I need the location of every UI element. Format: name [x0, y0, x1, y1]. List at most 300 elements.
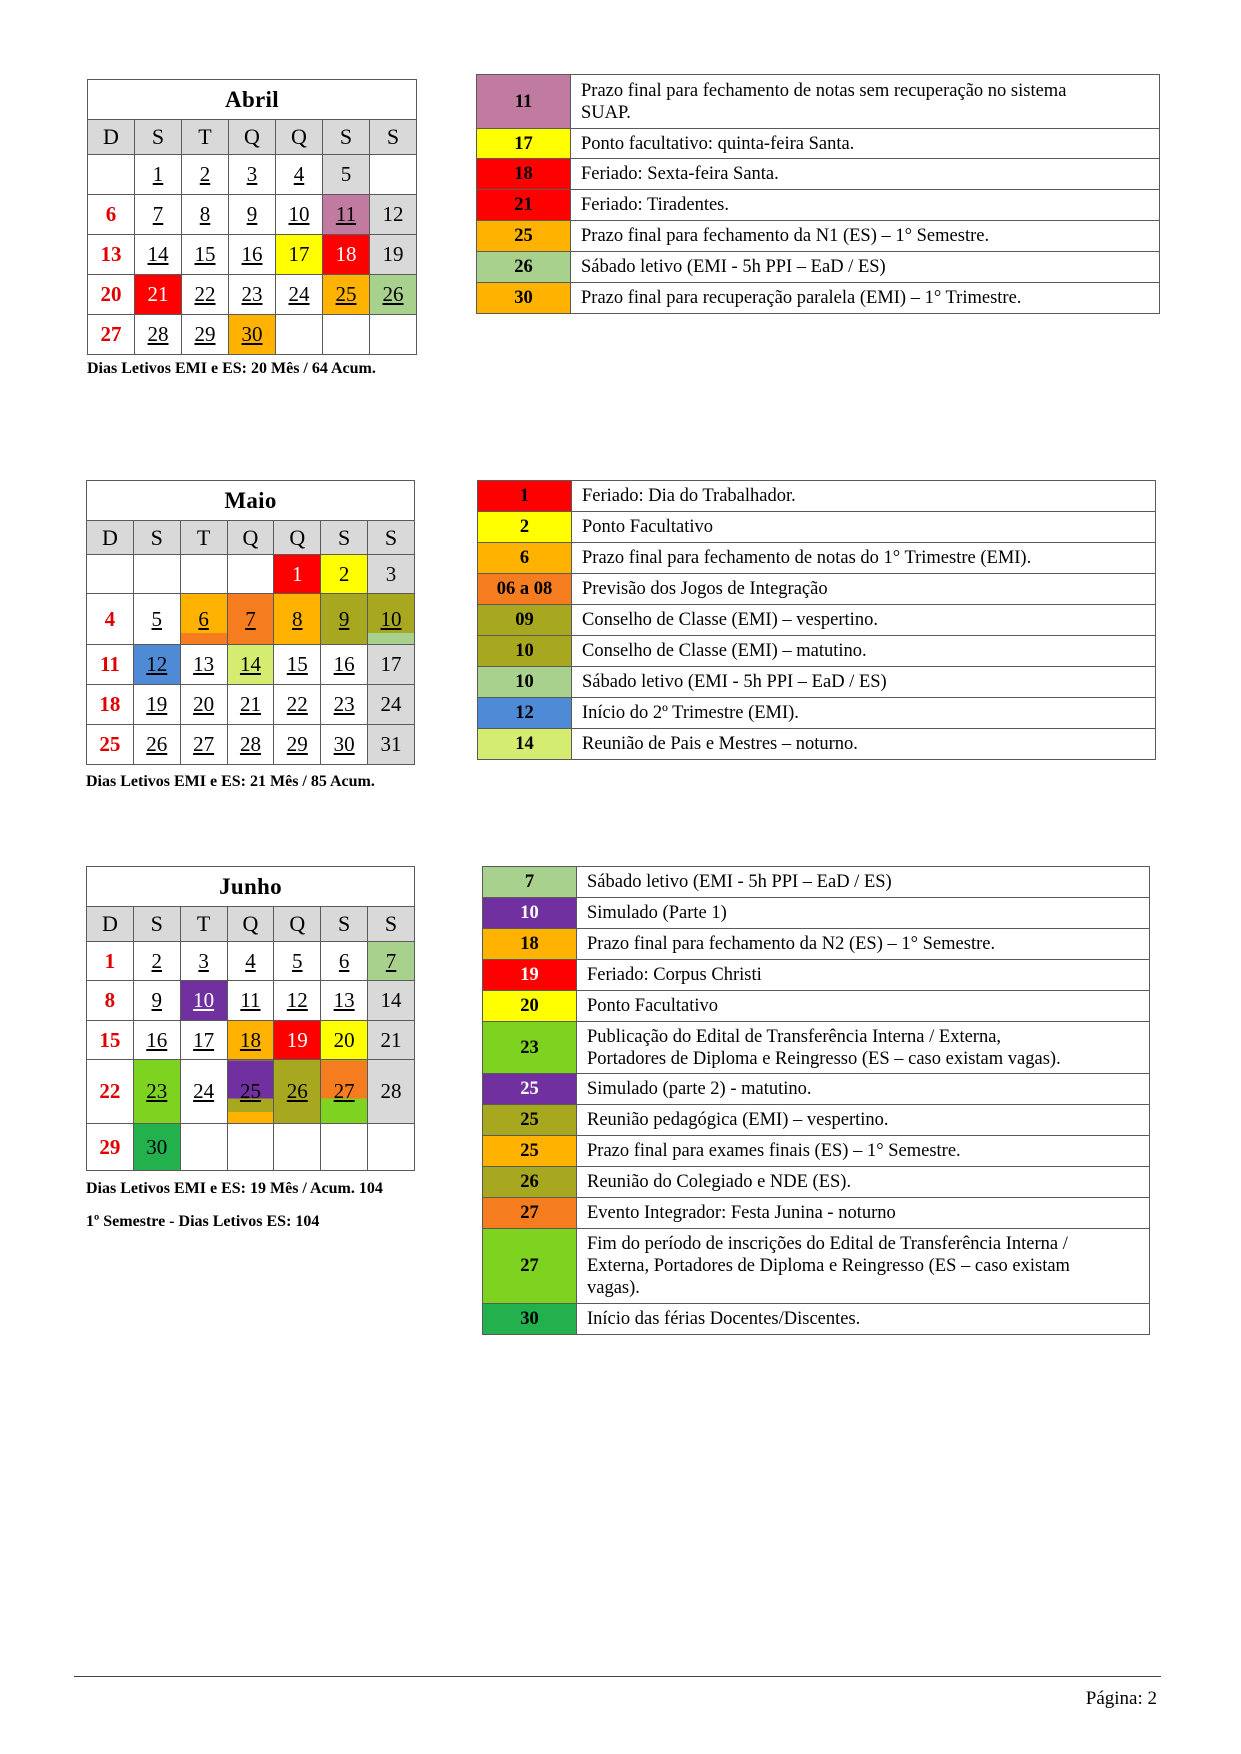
legend-row [483, 1304, 1150, 1335]
legend-row [483, 960, 1150, 991]
week-row [87, 1124, 415, 1171]
day-number: 28 [239, 732, 261, 756]
day-cell [368, 725, 415, 765]
legend-text-line: Início das férias Docentes/Discentes. [587, 1309, 861, 1329]
legend-description [571, 283, 1160, 314]
day-number: 5 [151, 606, 163, 631]
day-cell [180, 594, 227, 645]
legend-date: 09 [478, 605, 572, 636]
day-cell [133, 685, 180, 725]
legend-row [477, 129, 1160, 159]
legend-date: 14 [478, 729, 572, 760]
legend-text-line: Simulado (Parte 1) [587, 903, 727, 923]
legend-description [572, 512, 1156, 543]
day-number: 26 [286, 1079, 308, 1103]
day-cell [87, 1060, 134, 1124]
legend-description [571, 221, 1160, 252]
legend-date: 6 [478, 543, 572, 574]
legend-row [478, 667, 1156, 698]
legend-date: 17 [477, 129, 571, 159]
day-number: 23 [333, 692, 355, 716]
day-number: 18 [99, 692, 121, 716]
day-number: 22 [99, 1079, 121, 1103]
weekday-header-row [87, 907, 415, 942]
legend-description [577, 1229, 1150, 1304]
calendar-title-row [88, 80, 417, 120]
legend-text-line: Ponto facultativo: quinta-feira Santa. [581, 133, 855, 154]
day-cell [323, 275, 370, 315]
legend-description [572, 698, 1156, 729]
legend-text-line: Prazo final para fechamento de notas sem recuperação no sistema [581, 80, 1067, 101]
legend-row [483, 1136, 1150, 1167]
legend-text-line: Prazo final para recuperação paralela (EMI) – 1° Trimestre. [581, 288, 1022, 308]
day-cell [135, 155, 182, 195]
legend-abril [476, 74, 1160, 314]
day-cell [87, 725, 134, 765]
month-note: Dias Letivos EMI e ES: 21 Mês / 85 Acum. [86, 773, 375, 790]
weekday-label: S [368, 521, 415, 555]
day-number: 14 [239, 652, 261, 676]
day-number: 22 [286, 692, 308, 716]
event-strip [228, 1112, 274, 1123]
legend-description [571, 252, 1160, 283]
day-number: 2 [338, 561, 350, 586]
day-number: 19 [382, 242, 404, 266]
page-number: Página: 2 [1085, 1688, 1157, 1709]
day-number: 23 [146, 1079, 168, 1103]
calendar-title-row [87, 867, 415, 907]
legend-date: 25 [477, 221, 571, 252]
day-cell [323, 315, 370, 355]
week-row [87, 1060, 415, 1124]
legend-row [477, 221, 1160, 252]
day-cell [227, 645, 274, 685]
day-number: 21 [380, 1027, 402, 1052]
day-number: 26 [382, 282, 404, 306]
day-cell [276, 155, 323, 195]
day-cell [227, 1124, 274, 1171]
weekday-label: D [88, 120, 135, 155]
day-number: 4 [104, 606, 116, 631]
day-number: 17 [193, 1027, 215, 1052]
legend-text-line: Sábado letivo (EMI - 5h PPI – EaD / ES) [581, 257, 886, 277]
day-cell [182, 155, 229, 195]
day-number: 8 [199, 202, 211, 226]
legend-description [577, 960, 1150, 991]
day-number: 27 [100, 322, 122, 346]
day-number: 1 [152, 162, 164, 186]
week-row [87, 645, 415, 685]
day-number: 17 [380, 652, 402, 676]
day-number: 1 [104, 948, 116, 973]
day-number: 15 [99, 1027, 121, 1052]
weekday-header-row [88, 120, 417, 155]
day-cell [88, 275, 135, 315]
legend-date: 25 [483, 1074, 577, 1105]
weekday-label: S [321, 907, 368, 942]
day-cell [368, 1060, 415, 1124]
legend-row [483, 898, 1150, 929]
legend-text-line: vagas). [587, 1278, 640, 1298]
legend-row [478, 698, 1156, 729]
day-cell [227, 555, 274, 594]
day-number: 25 [239, 1079, 261, 1103]
legend-description [572, 667, 1156, 698]
day-cell [321, 942, 368, 981]
day-cell [274, 555, 321, 594]
legend-text-line: Portadores de Diploma e Reingresso (ES – caso existam vagas). [587, 1048, 1061, 1069]
legend-date: 25 [483, 1136, 577, 1167]
day-number: 6 [198, 606, 209, 631]
weekday-label: Q [274, 521, 321, 555]
day-number: 19 [286, 1027, 308, 1052]
legend-description [572, 729, 1156, 760]
day-cell [274, 594, 321, 645]
day-cell [135, 195, 182, 235]
legend-text-line: Ponto Facultativo [582, 517, 714, 537]
legend-row [478, 481, 1156, 512]
day-number: 29 [286, 732, 308, 756]
legend-description [572, 574, 1156, 605]
month-note: Dias Letivos EMI e ES: 20 Mês / 64 Acum. [87, 360, 376, 377]
day-number: 28 [380, 1079, 402, 1103]
legend-text-line: Prazo final para fechamento da N1 (ES) – 1° Semestre. [581, 226, 990, 246]
day-number: 27 [193, 732, 215, 756]
weekday-label: Q [274, 907, 321, 942]
day-number: 13 [100, 242, 122, 266]
legend-text-line: Feriado: Corpus Christi [587, 965, 762, 985]
legend-row [478, 512, 1156, 543]
legend-date: 7 [483, 867, 577, 898]
day-cell [180, 1060, 227, 1124]
day-cell [133, 645, 180, 685]
legend-row [478, 605, 1156, 636]
day-cell [276, 235, 323, 275]
day-number: 11 [240, 988, 261, 1012]
day-number: 25 [335, 282, 357, 306]
day-cell [227, 594, 274, 645]
day-cell [321, 555, 368, 594]
day-number: 15 [286, 652, 308, 676]
legend-date: 27 [483, 1198, 577, 1229]
day-number: 7 [245, 606, 256, 631]
day-cell [87, 1021, 134, 1060]
day-cell [133, 594, 180, 645]
day-cell [323, 195, 370, 235]
legend-row [477, 75, 1160, 129]
day-number: 10 [288, 202, 310, 226]
month-title: Junho [87, 867, 415, 907]
legend-row [477, 190, 1160, 221]
day-cell [370, 155, 417, 195]
weekday-header-row [87, 521, 415, 555]
legend-date: 18 [483, 929, 577, 960]
legend-date: 06 a 08 [478, 574, 572, 605]
legend-description [572, 543, 1156, 574]
day-cell [135, 315, 182, 355]
day-number: 5 [292, 948, 303, 973]
legend-description [577, 1022, 1150, 1074]
legend-description [577, 867, 1150, 898]
legend-row [478, 729, 1156, 760]
legend-text-line: SUAP. [581, 102, 631, 123]
calendar-maio [86, 480, 415, 765]
day-number: 29 [99, 1134, 121, 1159]
day-number: 4 [293, 162, 305, 186]
legend-description [572, 605, 1156, 636]
day-number: 27 [333, 1079, 355, 1103]
weekday-label: Q [229, 120, 276, 155]
legend-description [577, 898, 1150, 929]
month-title: Maio [87, 481, 415, 521]
day-cell [323, 155, 370, 195]
legend-text-line: Feriado: Sexta-feira Santa. [581, 164, 779, 184]
day-number: 25 [99, 732, 121, 756]
day-number: 22 [194, 282, 216, 306]
day-number: 10 [380, 606, 402, 631]
legend-date: 25 [483, 1105, 577, 1136]
day-number: 6 [105, 202, 117, 226]
week-row [87, 594, 415, 645]
day-cell [135, 275, 182, 315]
day-number: 30 [333, 732, 355, 756]
legend-date: 10 [483, 898, 577, 929]
legend-text-line: Sábado letivo (EMI - 5h PPI – EaD / ES) [587, 872, 892, 892]
day-number: 14 [380, 988, 402, 1012]
day-cell [87, 981, 134, 1021]
day-number: 3 [246, 162, 258, 186]
legend-description [577, 1136, 1150, 1167]
day-number: 14 [147, 242, 169, 266]
week-row [87, 725, 415, 765]
day-cell [133, 1021, 180, 1060]
day-cell [274, 685, 321, 725]
week-row [88, 195, 417, 235]
legend-description [577, 991, 1150, 1022]
day-number: 8 [104, 988, 116, 1012]
day-cell [274, 1124, 321, 1171]
legend-text-line: Fim do período de inscrições do Edital de Transferência Interna / [587, 1234, 1068, 1254]
calendar-title-row [87, 481, 415, 521]
day-number: 8 [292, 606, 303, 631]
day-number: 5 [340, 162, 352, 186]
weekday-label: Q [227, 907, 274, 942]
calendar-junho [86, 866, 415, 1171]
weekday-label: Q [227, 521, 274, 555]
day-cell [321, 594, 368, 645]
day-cell [133, 1124, 180, 1171]
legend-description [571, 159, 1160, 190]
day-cell [368, 645, 415, 685]
day-number: 7 [152, 202, 164, 226]
day-number: 9 [338, 606, 350, 631]
legend-row [483, 929, 1150, 960]
day-cell [274, 725, 321, 765]
legend-text-line: Prazo final para exames finais (ES) – 1° Semestre. [587, 1141, 961, 1161]
day-number: 3 [198, 948, 209, 973]
day-cell [274, 1060, 321, 1124]
day-number: 1 [292, 561, 303, 586]
legend-row [477, 252, 1160, 283]
day-cell [229, 195, 276, 235]
day-number: 13 [333, 988, 355, 1012]
day-number: 2 [199, 162, 211, 186]
day-cell [87, 1124, 134, 1171]
day-cell [182, 235, 229, 275]
day-cell [87, 942, 134, 981]
legend-date: 19 [483, 960, 577, 991]
day-cell [368, 594, 415, 645]
legend-text-line: Sábado letivo (EMI - 5h PPI – EaD / ES) [582, 672, 887, 692]
legend-description [577, 1167, 1150, 1198]
legend-text-line: Reunião de Pais e Mestres – noturno. [582, 734, 858, 754]
legend-row [478, 543, 1156, 574]
legend-text-line: Início do 2º Trimestre (EMI). [582, 703, 799, 723]
day-number: 6 [338, 948, 350, 973]
legend-row [483, 1167, 1150, 1198]
weekday-label: S [133, 521, 180, 555]
day-cell [368, 1021, 415, 1060]
day-number: 12 [286, 988, 308, 1012]
day-cell [227, 1021, 274, 1060]
day-number: 10 [193, 988, 215, 1012]
day-number: 2 [151, 948, 163, 973]
legend-row [483, 867, 1150, 898]
week-row [87, 555, 415, 594]
day-cell [227, 685, 274, 725]
day-number: 19 [146, 692, 168, 716]
day-number: 24 [380, 692, 402, 716]
legend-description [577, 929, 1150, 960]
day-cell [274, 942, 321, 981]
legend-text-line: Conselho de Classe (EMI) – vespertino. [582, 610, 878, 630]
day-number: 28 [147, 322, 169, 346]
day-number: 20 [100, 282, 122, 306]
legend-text-line: Simulado (parte 2) - matutino. [587, 1079, 812, 1099]
weekday-label: T [180, 907, 227, 942]
day-number: 11 [100, 652, 120, 676]
legend-date: 10 [478, 636, 572, 667]
legend-row [483, 1198, 1150, 1229]
day-cell [180, 685, 227, 725]
day-cell [370, 275, 417, 315]
day-cell [227, 942, 274, 981]
day-cell [229, 315, 276, 355]
legend-description [577, 1105, 1150, 1136]
weekday-label: D [87, 521, 134, 555]
day-cell [321, 725, 368, 765]
legend-description [577, 1304, 1150, 1335]
month-note: Dias Letivos EMI e ES: 19 Mês / Acum. 104 [86, 1180, 383, 1197]
day-cell [368, 981, 415, 1021]
legend-text-line: Prazo final para fechamento da N2 (ES) – 1° Semestre. [587, 934, 996, 954]
day-cell [182, 275, 229, 315]
day-number: 21 [147, 282, 169, 306]
legend-description [577, 1074, 1150, 1105]
day-number: 20 [193, 692, 215, 716]
day-cell [227, 725, 274, 765]
day-cell [88, 195, 135, 235]
day-cell [368, 1124, 415, 1171]
legend-description [572, 636, 1156, 667]
calendar-abril [87, 79, 417, 355]
day-number: 16 [146, 1027, 168, 1052]
day-number: 30 [241, 322, 263, 346]
legend-date: 27 [483, 1229, 577, 1304]
legend-date: 18 [477, 159, 571, 190]
day-cell [274, 981, 321, 1021]
legend-row [483, 1229, 1150, 1304]
day-cell [87, 594, 134, 645]
week-row [88, 235, 417, 275]
day-cell [321, 685, 368, 725]
day-cell [133, 1060, 180, 1124]
legend-text-line: Reunião pedagógica (EMI) – vespertino. [587, 1110, 889, 1130]
day-cell [321, 1124, 368, 1171]
legend-date: 26 [477, 252, 571, 283]
legend-date: 10 [478, 667, 572, 698]
day-number: 24 [288, 282, 310, 306]
legend-text-line: Evento Integrador: Festa Junina - noturno [587, 1203, 896, 1223]
legend-row [483, 1074, 1150, 1105]
weekday-label: S [323, 120, 370, 155]
day-number: 9 [246, 202, 258, 226]
legend-date: 21 [477, 190, 571, 221]
legend-junho [482, 866, 1150, 1335]
legend-text-line: Reunião do Colegiado e NDE (ES). [587, 1172, 852, 1192]
legend-date: 20 [483, 991, 577, 1022]
day-number: 20 [333, 1027, 355, 1052]
week-row [88, 315, 417, 355]
week-row [87, 1021, 415, 1060]
day-number: 9 [151, 988, 163, 1012]
event-strip [368, 633, 414, 644]
day-cell [227, 981, 274, 1021]
day-cell [180, 942, 227, 981]
legend-text-line: Previsão dos Jogos de Integração [582, 579, 828, 599]
legend-description [572, 481, 1156, 512]
week-row [87, 981, 415, 1021]
day-cell [135, 235, 182, 275]
day-cell [180, 981, 227, 1021]
month-title: Abril [88, 80, 417, 120]
day-cell [274, 645, 321, 685]
day-cell [323, 235, 370, 275]
day-number: 18 [239, 1027, 261, 1052]
day-cell [180, 1021, 227, 1060]
day-number: 16 [333, 652, 355, 676]
event-strip [181, 633, 227, 644]
day-cell [88, 315, 135, 355]
day-cell [133, 981, 180, 1021]
day-number: 18 [335, 242, 357, 266]
legend-text-line: Publicação do Edital de Transferência Interna / Externa, [587, 1026, 1002, 1047]
day-number: 23 [241, 282, 263, 306]
legend-row [483, 1022, 1150, 1074]
day-cell [180, 725, 227, 765]
day-cell [229, 235, 276, 275]
legend-text-line: Prazo final para fechamento de notas do 1° Trimestre (EMI). [582, 548, 1032, 568]
day-number: 4 [245, 948, 256, 973]
day-cell [276, 275, 323, 315]
day-number: 12 [382, 202, 404, 226]
day-cell [87, 645, 134, 685]
day-cell [368, 555, 415, 594]
legend-date: 30 [483, 1304, 577, 1335]
legend-date: 11 [477, 75, 571, 129]
day-cell [321, 645, 368, 685]
legend-date: 12 [478, 698, 572, 729]
